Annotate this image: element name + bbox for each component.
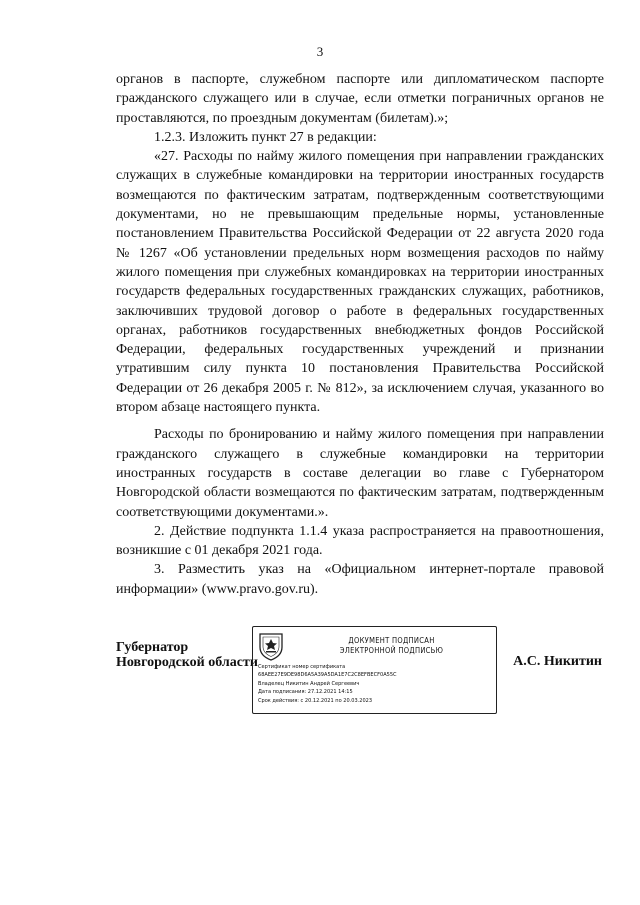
- electronic-signature-stamp: [252, 626, 497, 714]
- stamp-signed-date: Дата подписания: 27.12.2021 14:15: [258, 689, 353, 696]
- stamp-header-line1: ДОКУМЕНТ ПОДПИСАН: [348, 636, 435, 645]
- paragraph-continuation: органов в паспорте, служебном паспорте или дипломатическом паспорте гражданского служащего или в случае, если отметки пограничных органов не проставляются, по проездным документам (билетам).»;: [116, 72, 604, 126]
- page-number: 3: [316, 44, 324, 59]
- stamp-owner: Владелец Никитин Андрей Сергеевич: [258, 680, 360, 687]
- coat-of-arms-icon: [258, 631, 284, 661]
- paragraph-item-27: «27. Расходы по найму жилого помещения при направлении гражданских служащих в служебные командировки на территории иностранных государств возмещаются по фактическим затратам, подтвержденным соответствующими документами, но не превышающим предельные нормы, установленные постановлением Правительства Российской Федерации от 22 августа 2020 года № 1267 «Об установлении предельных норм возмещения расходов по найму жилого помещения при служебных командировках на территории иностранных государств федеральных государственных гражданских служащих, работников, заключивших трудовой договор о работе в федеральных государственных органах, работников государственных внебюджетных фондов Российской Федерации, федеральных государственных учреждений и признании утратившим силу пункта 10 постановления Правительства Российской Федерации от 26 декабря 2005 г. № 812», за исключением случая, указанного во втором абзаце настоящего пункта.: [116, 149, 604, 416]
- paragraph-item-2: 2. Действие подпункта 1.1.4 указа распространяется на правоотношения, возникшие с 01 декабря 2021 года.: [116, 523, 604, 559]
- stamp-validity: Срок действия: с 20.12.2021 по 20.03.2023: [258, 697, 373, 704]
- stamp-header-line2: ЭЛЕКТРОННОЙ ПОДПИСЬЮ: [339, 646, 444, 655]
- signer-name: А.С. Никитин: [513, 654, 602, 669]
- stamp-header: [289, 636, 494, 656]
- signer-position-line2: Новгородской области: [116, 655, 258, 670]
- stamp-cert-number: 68AEE27E9DE98D6A5A39A5DA1E7C2C8EFBECF0A55C: [258, 672, 397, 679]
- paragraph-item-1-2-3: 1.2.3. Изложить пункт 27 в редакции:: [154, 129, 377, 145]
- signer-position: [116, 640, 258, 670]
- stamp-cert-label: Сертификат номер сертификата: [258, 664, 346, 670]
- stamp-details: [258, 663, 397, 705]
- paragraph-delegation-expenses: Расходы по бронированию и найму жилого помещения при направлении гражданского служащего в служебные командировки на территории иностранных государств в составе делегации во главе с Губернатором Новгородской области возмещаются по фактическим затратам, подтвержденным соответствующими документами.».: [116, 427, 604, 520]
- document-body: [116, 70, 604, 599]
- paragraph-item-3: 3. Разместить указ на «Официальном интернет-портале правовой информации» (www.pravo.gov.ru).: [116, 562, 604, 597]
- signer-position-line1: Губернатор: [116, 640, 189, 655]
